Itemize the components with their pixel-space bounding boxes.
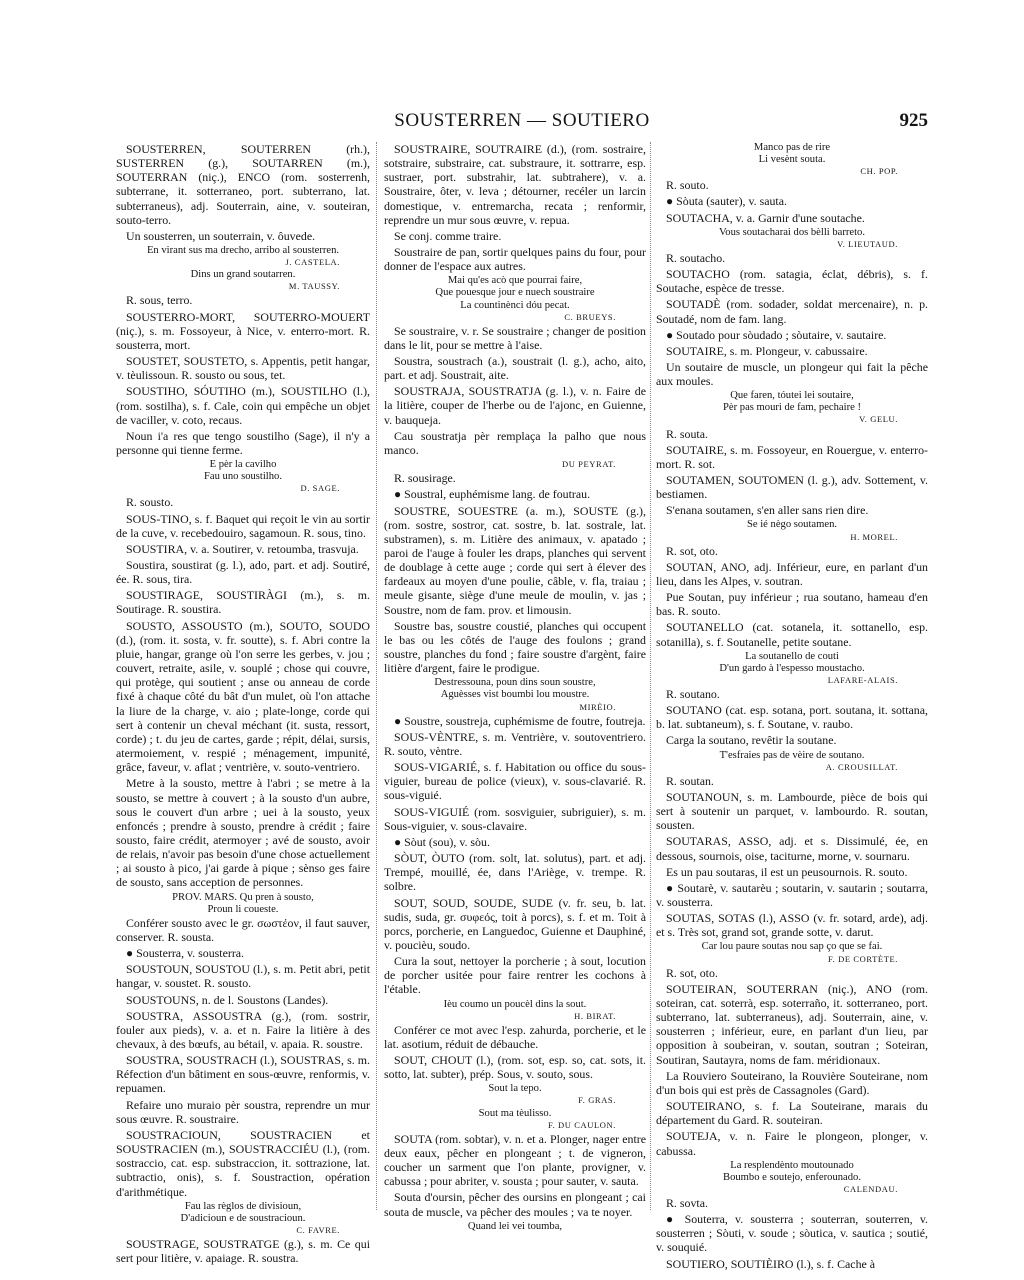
dictionary-entry: ● Soustral, euphémisme lang. de foutrau. bbox=[394, 487, 591, 502]
citation-line: Dins un grand soutarren. bbox=[190, 269, 296, 281]
dictionary-entry: SOUSTIHO, SÓUTIHO (m.), SOUSTILHO (l.), (rom. sostilha), s. f. Cale, coin qui empêche un objet de vaciller, v. coto, recaus. bbox=[116, 384, 370, 427]
dictionary-entry: R. soutan. bbox=[666, 773, 714, 788]
dictionary-entry: La Rouviero Souteirano, la Rouvière Souteiranе, nom d'un bois qui est près de Cassagnoles (Gard). bbox=[656, 1068, 928, 1097]
column-right bbox=[656, 142, 928, 1273]
citation-line: Mai qu'es acò que pourrai faire, bbox=[447, 275, 583, 287]
dictionary-entry: ● Souterra, v. sousterra ; souterran, souterren, v. sousterren ; Sòuti, v. soude ; sòutica, v. sautica ; soutié, v. souquié. bbox=[656, 1212, 928, 1255]
dictionary-entry: R. sousirage. bbox=[394, 471, 456, 486]
dictionary-entry: SOUSTRA, SOUSTRACH (l.), SOUSTRAS, s. m. Réfection d'un bâtiment en sous-œuvre, renformis, v. repuamen. bbox=[116, 1053, 370, 1096]
citation-author: A. CROUSILLAT. bbox=[825, 761, 898, 772]
citation-line: Que faren, tóutei lei soutaire, bbox=[730, 390, 854, 402]
citation-line: Proun li coueste. bbox=[207, 903, 279, 915]
dictionary-entry: ● Sousterra, v. sousterra. bbox=[126, 946, 245, 961]
dictionary-entry: SOUSTRAGE, SOUSTRATGE (g.), s. m. Ce qui sert pour litière, v. apaiage. R. soustra. bbox=[116, 1236, 370, 1266]
dictionary-entry: R. souta. bbox=[666, 426, 708, 441]
dictionary-entry: Cura la sout, nettoyer la porcherie ; à sout, locution de porcher usitée pour faire rentrer les cochons à l'étable. bbox=[384, 954, 646, 997]
dictionary-entry: SOUSTRE, SOUESTRE (a. m.), SOUSTE (g.), (rom. sostre, sostror, cat. sostre, b. lat. sostrale, lat. substramen), s. m. Litière des animaux, v. apatado ; paroi de l'auge à fouler les draps, planches qui servent de doublage à cette auge ; corde qui sert à élever des fardeaux au moyen d'une poulie, câble, v. fla, traiau ; meule gisante, siège d'une meule de moulin, v. jas ; Soustre, nom de fam. prov. et limousin. bbox=[384, 503, 646, 617]
running-title: SOUSTERREN — SOUTIERO bbox=[394, 110, 650, 131]
citation-line: Manco pas de rire bbox=[753, 142, 831, 153]
citation-author: CH. POP. bbox=[860, 166, 898, 177]
dictionary-entry: SOUTANO (cat. esp. sotana, port. soutana, it. sottana, b. lat. subtaneum), s. f. Soutane, v. raubo. bbox=[656, 703, 928, 732]
dictionary-entry: SOUSTIRA, v. a. Soutirer, v. retoumba, trasvuja. bbox=[126, 541, 359, 556]
column-divider bbox=[376, 142, 377, 1210]
dictionary-entry: SOUS-VIGARIÉ, s. f. Habitation ou office du sous-viguier, bureau de police (vieux), v. sous-clavarié. R. sous-viguié. bbox=[384, 760, 646, 803]
dictionary-entry: Conférer sousto avec le gr. σωστέον, il faut sauver, conserver. R. sousta. bbox=[116, 915, 370, 944]
citation-line: Boumbo e soutejo, enferounado. bbox=[723, 1171, 861, 1183]
dictionary-entry: SOUTAIRE, s. m. Fossoyeur, en Rouergue, v. enterro-mort. R. sot. bbox=[656, 442, 928, 471]
column-middle bbox=[384, 142, 646, 1233]
citation-author: V. LIEUTAUD. bbox=[837, 238, 898, 249]
dictionary-entry: Pue Soutan, puy inférieur ; rua soutano, hameau d'en bas. R. souto. bbox=[656, 590, 928, 619]
dictionary-entry: Refaire uno muraio pèr soustra, reprendre un mur sous œuvre. R. soustraire. bbox=[116, 1097, 370, 1126]
citation-line: Sout la tepo. bbox=[488, 1083, 542, 1095]
dictionary-entry: SOUTANELLO (cat. sotanela, it. sottanello, esp. sotanilla), s. f. Soutanelle, petite soutane. bbox=[656, 620, 928, 649]
citation-author: CALENDAU. bbox=[843, 1183, 898, 1194]
dictionary-entry: SOUT, CHOUT (l.), (rom. sot, esp. so, cat. sots, it. sotto, lat. subter), prép. Sous, v. souto, sous. bbox=[384, 1053, 646, 1082]
dictionary-entry: SOUSTRAJA, SOUSTRATJA (g. l.), v. n. Faire de la litière, couper de l'herbe ou de l'ajonc, en Guienne, v. bauqueja. bbox=[384, 384, 646, 427]
dictionary-entry: Se soustraire, v. r. Se soustraire ; changer de position dans le lit, pour se mettre à l'aise. bbox=[384, 323, 646, 352]
citation-author: C. FAVRE. bbox=[296, 1224, 340, 1235]
running-head bbox=[116, 110, 928, 134]
dictionary-entry: SOUTACHO (rom. satagia, éclat, débris), s. f. Soutache, espèce de tresse. bbox=[656, 267, 928, 296]
citation-line: Vous soutacharai dos bèlli barreto. bbox=[718, 226, 866, 238]
citation-author: V. GELU. bbox=[859, 414, 898, 425]
dictionary-entry: SOUTEJA, v. n. Faire le plongeon, plonger, v. cabussa. bbox=[656, 1129, 928, 1158]
citation-line: Ièu coumo un poucèl dins la sout. bbox=[443, 998, 587, 1010]
dictionary-entry: ● Soustre, soustreja, cuphémisme de foutre, foutreja. bbox=[394, 713, 646, 728]
dictionary-entry: Un soutaire de muscle, un plongeur qui fait la pêche aux moules. bbox=[656, 359, 928, 389]
dictionary-entry: SOUTANOUN, s. m. Lambourde, pièce de bois qui sert à soutenir un parquet, v. lambourdo. R. soutan, sousten. bbox=[656, 789, 928, 833]
citation-author: H. BIRAT. bbox=[574, 1010, 616, 1021]
citation-line: La soutanello de couti bbox=[745, 650, 839, 662]
dictionary-entry: R. soutacho. bbox=[666, 250, 726, 265]
dictionary-entry: R. sot, oto. bbox=[666, 965, 718, 980]
dictionary-entry: SOUS-VIGUIÉ (rom. sosviguier, subriguier), s. m. Sous-viguier, v. sous-clavaire. bbox=[384, 804, 646, 833]
dictionary-entry: SOUTA (rom. sobtar), v. n. et a. Plonger, nager entre deux eaux, pêcher en plongeant ; t. de vigneron, coucher un sarment que l'on plante, provigner, v. cabussa ; pour abriter, v. sousta ; pour sauter, v. sauta. bbox=[384, 1131, 646, 1189]
citation-line: Fau las règlos de divisioun, bbox=[184, 1200, 302, 1212]
dictionary-entry: SOUTADÈ (rom. sodader, soldat mercenaire), n. p. Soutadé, nom de fam. lang. bbox=[656, 297, 928, 326]
dictionary-entry: Soustre bas, soustre coustié, planches qui occupent le bas ou les côtés de l'auge des foulons ; grand soustre, planches du fond ; faire soustre d'argènt, faire litière d'argent, faire le prodigue. bbox=[384, 618, 646, 676]
citation-author: M. TAUSSY. bbox=[288, 281, 340, 292]
dictionary-entry: R. sovta. bbox=[666, 1195, 708, 1210]
citation-author: C. BRUEYS. bbox=[564, 311, 616, 322]
dictionary-entry: SOUSTRA, ASSOUSTRA (g.), (rom. sostrir, fouler aux pieds), v. a. et n. Faire la litière à des chevaux, à des bœufs, au bétail, v. apaia. R. soustre. bbox=[116, 1008, 370, 1051]
dictionary-entry: R. sous, terro. bbox=[126, 293, 193, 308]
dictionary-entry: Metre à la sousto, mettre à l'abri ; se metre à la sousto, se mettre à couvert ; à la sousto d'un aubre, sous le couvert d'un arbre ; uei à la sousto, yeux enfoncés ; prendre à sousto, prendre à crédit ; faire sousto, faire crédit, atermoyer ; avé de sousto, avoir de relais, n'avoir pas besoin d'une chose actuellement ; ai sousto à pico, j'ai garde à pique ; sènso ges faire de sousto, sans acception de personnes. bbox=[116, 776, 370, 890]
dictionary-entry: SOUSTOUN, SOUSTOU (l.), s. m. Petit abri, petit hangar, v. soustet. R. sousto. bbox=[116, 962, 370, 991]
citation-author: F. GRAS. bbox=[578, 1095, 616, 1106]
citation-line: Destressouna, poun dins soun soustre, bbox=[434, 677, 596, 689]
dictionary-entry: Conférer ce mot avec l'esp. zahurda, porcherie, et le lat. asotium, réduit de débauche. bbox=[384, 1022, 646, 1051]
dictionary-entry: SOUSTIRAGE, SOUSTIRÀGI (m.), s. m. Soutirage. R. soustira. bbox=[116, 588, 370, 617]
citation-author: H. MOREL. bbox=[850, 531, 898, 542]
citation-author: DU PEYRAT. bbox=[561, 459, 616, 470]
citation-line: Se ié nègo soutamen. bbox=[746, 519, 838, 531]
dictionary-entry: SOUS-TINO, s. f. Baquet qui reçoit le vin au sortir de la cuve, v. recebedouiro, sagamoun. R. sous, tino. bbox=[116, 511, 370, 540]
dictionary-entry: S'enana soutamen, s'en aller sans rien dire. bbox=[666, 503, 869, 518]
dictionary-entry: Soustira, soustirat (g. l.), ado, part. et adj. Soutiré, ée. R. sous, tira. bbox=[116, 558, 370, 587]
dictionary-entry: Un sousterren, un souterrain, v. ôuvede. bbox=[126, 228, 316, 243]
dictionary-entry: Souta d'oursin, pêcher des oursins en plongeant ; cai souta de muscle, va pêcher des moules ; va te noyer. bbox=[384, 1190, 646, 1219]
column-left bbox=[116, 142, 370, 1267]
citation-line: Sout ma tèulisso. bbox=[478, 1107, 552, 1119]
dictionary-entry: SOUTAN, ANO, adj. Inférieur, eure, en parlant d'un lieu, dans les Alpes, v. soutran. bbox=[656, 559, 928, 588]
dictionary-entry: R. sousto. bbox=[126, 495, 174, 510]
dictionary-entry: SOUTAMEN, SOUTOMEN (l. g.), adv. Sottement, v. bestiamen. bbox=[656, 472, 928, 502]
column-divider bbox=[650, 142, 651, 1210]
dictionary-entry: R. soutano. bbox=[666, 686, 720, 701]
citation-author: LAFARE-ALAIS. bbox=[827, 674, 898, 685]
dictionary-entry: SOUS-VÈNTRE, s. m. Ventrière, v. soutoventriero. R. souto, vèntre. bbox=[384, 729, 646, 758]
dictionary-entry: SOUTAS, SOTAS (l.), ASSO (v. fr. sotard, arde), adj. et s. Très sot, grand sot, grande sotte, v. darut. bbox=[656, 911, 928, 940]
dictionary-entry: SOUTACHA, v. a. Garnir d'une soutache. bbox=[666, 210, 865, 225]
dictionary-entry: R. sot, oto. bbox=[666, 543, 718, 558]
citation-line: Pèr pas mouri de fam, pechaire ! bbox=[723, 402, 861, 414]
citation-line: Li vesènt souta. bbox=[758, 154, 826, 166]
dictionary-entry: SOUSTERREN, SOUTERREN (rh.), SUSTERREN (g.), SOUTARREN (m.), SOUTERRAN (niç.), ENCO (rom. sosterrenh, subterrane, it. sotterraneo, port. subterrano, lat. subterraneus), adj. Souterrain, aine, v. souteiran, souto-terro. bbox=[116, 142, 370, 227]
citation-author: D. SAGE. bbox=[300, 483, 340, 494]
dictionary-entry: SOUTIERO, SOUTIÈIRO (l.), s. f. Cache à bbox=[666, 1256, 876, 1271]
citation-line: T'esfraies pas de vèire de soutano. bbox=[719, 749, 865, 761]
citation-line: PROV. MARS. Qu pren à sousto, bbox=[172, 891, 314, 903]
dictionary-entry: SOUT, SOUD, SOUDE, SUDE (v. fr. seu, b. lat. sudis, suda, gr. συφεός, toit à porcs), s. f. et m. Toit à porcs, porcherie, en Languedoc, Guienne et Dauphiné, v. poucièu, soudo. bbox=[384, 895, 646, 952]
dictionary-entry: R. souto. bbox=[666, 178, 709, 193]
citation-line: D'adicioun e de soustracioun. bbox=[180, 1212, 306, 1224]
citation-line: Aguèsses vist boumbi lou moustre. bbox=[440, 689, 590, 701]
dictionary-entry: SOUTEIRAN, SOUTERRAN (niç.), ANO (rom. soteiran, cat. soterrà, esp. soterraño, it. sotterraneo, port. subterrano, lat. subterraneus), adj. Souterrain, aine, v. sousterren ; inférieur, eure, en parlant d'un lieu, par opposition à soubeiran, v. soutan, soutran ; Soteiran, Soutiran, Sautayra, noms de fam. méridionaux. bbox=[656, 981, 928, 1067]
dictionary-entry: Noun i'a res que tengo soustilho (Sage), il n'y a personne qui tienne ferme. bbox=[116, 428, 370, 457]
citation-author: F. DE CORTÈTE. bbox=[827, 953, 898, 964]
citation-author: J. CASTELA. bbox=[285, 257, 340, 268]
dictionary-entry: SOUSTOUNS, n. de l. Soustons (Landes). bbox=[126, 992, 329, 1007]
dictionary-entry: SÒUT, ÒUTO (rom. solt, lat. solutus), part. et adj. Trempé, mouillé, ée, dans l'Ariège, v. trempe. R. solbre. bbox=[384, 851, 646, 894]
dictionary-entry: SOUSTERRO-MORT, SOUTERRO-MOUERT (niç.), s. m. Fossoyeur, à Nice, v. enterro-mort. R. sousterra, mort. bbox=[116, 309, 370, 352]
dictionary-entry: SOUSTO, ASSOUSTO (m.), SOUTO, SOUDO (d.), (rom. it. sosta, v. fr. soutte), s. f. Abri contre la pluie, hangar, grange où l'on serre les gerbes, v. jou ; couvert, retraite, asile, v. souplé ; chose qui couvre, qui protège, qui soutient ; anse ou anneau de corde fixé à chaque côté du bât d'un mulet, où l'on attache la liure de la charge, v. aio ; plate-longe, corde qui sert à contenir un cheval méchant (it. susta, ressort, corde) ; t. du jeu de cartes, garde ; répit, délai, sursis, atermoiement, v. respié ; ménagement, impunité, grâce, faveur, v. aflat ; ventrière, v. souto-ventriero. bbox=[116, 618, 370, 775]
page-number: 925 bbox=[899, 110, 928, 131]
dictionary-entry: Soustra, soustrach (a.), soustrait (l. g.), acho, aito, part. et adj. Soustrait, aite. bbox=[384, 354, 646, 383]
dictionary-entry: SOUSTRACIOUN, SOUSTRACIEN et SOUSTRACIEN (m.), SOUSTRACCIÉU (l.), (rom. sostraccio, cat. esp. substraccion, it. sottrazione, lat. subtractio, onis), s. f. Soustraction, opération d'arithmétique. bbox=[116, 1127, 370, 1199]
citation-line: Que pouesque jour e nuech soustraire bbox=[435, 287, 595, 299]
dictionary-entry: SOUSTET, SOUSTETO, s. Appentis, petit hangar, v. tèulissoun. R. sousto ou sous, tet. bbox=[116, 354, 370, 383]
citation-author: F. DU CAULON. bbox=[547, 1119, 616, 1130]
dictionary-entry: ● Sòut (sou), v. sòu. bbox=[394, 834, 490, 849]
dictionary-entry: SOUTEIRANO, s. f. La Souteirane, marais du département du Gard. R. souteiran. bbox=[656, 1099, 928, 1128]
dictionary-entry: SOUTAIRE, s. m. Plongeur, v. cabussaire. bbox=[666, 343, 868, 358]
dictionary-entry: ● Sòuta (sauter), v. sauta. bbox=[666, 194, 787, 209]
dictionary-entry: Es un pau soutaras, il est un peusournois. R. souto. bbox=[666, 864, 908, 879]
citation-line: D'un gardo à l'espesso moustacho. bbox=[719, 662, 865, 674]
dictionary-entry: Cau soustratja pèr remplaça la palho que nous manco. bbox=[384, 428, 646, 457]
dictionary-entry: Se conj. comme traire. bbox=[394, 228, 502, 243]
dictionary-entry: Soustraire de pan, sortir quelques pains du four, pour donner de l'espace aux autres. bbox=[384, 245, 646, 274]
citation-author: MIRÈIO. bbox=[579, 701, 616, 712]
dictionary-entry: ● Soutarè, v. sautarèu ; soutarin, v. sautarin ; soutarra, v. sousterra. bbox=[656, 880, 928, 909]
dictionary-entry: ● Soutado pour sòudado ; sòutaire, v. sautaire. bbox=[666, 327, 887, 342]
dictionary-entry: SOUTARAS, ASSO, adj. et s. Dissimulé, ée, en dessous, sournois, oise, taciturne, morne, v. sournaru. bbox=[656, 834, 928, 863]
citation-line: En virant sus ma drecho, arribo al sousterren. bbox=[146, 245, 340, 257]
dictionary-entry: SOUSTRAIRE, SOUTRAIRE (d.), (rom. sostraire, sotstraire, substraire, cat. substraure, it. sottrarre, esp. sustraer, port. substrahir, lat. subtrahere), v. a. Soustraire, ôter, v. leva ; détourner, recéler un larcin domestique, v. entremarcha, recata ; renformir, reprendre un mur sous œuvre, v. repua. bbox=[384, 142, 646, 227]
citation-line: La resplendènto moutounado bbox=[730, 1159, 854, 1171]
citation-line: La countinènci dóu pecat. bbox=[460, 299, 570, 311]
citation-line: Fau uno soustilho. bbox=[204, 471, 282, 483]
citation-line: Quand lei vei toumba, bbox=[467, 1220, 563, 1232]
citation-line: Car lou paure soutas nou sap ço que se fai. bbox=[701, 941, 883, 953]
dictionary-entry: Carga la soutano, revêtir la soutane. bbox=[666, 733, 837, 748]
citation-line: E pèr la cavilho bbox=[209, 459, 277, 471]
